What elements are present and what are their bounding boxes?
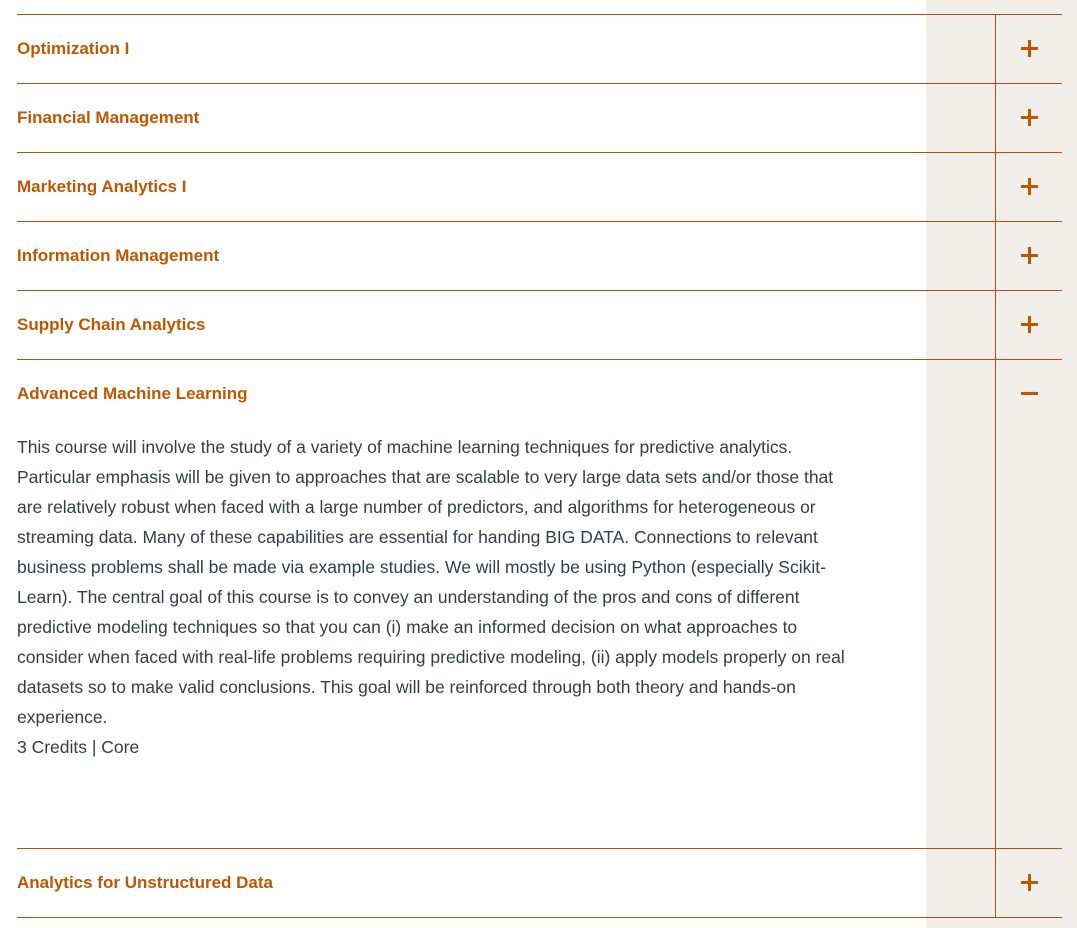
accordion-title[interactable]: Information Management [17,246,220,265]
accordion-header-advanced-machine-learning[interactable] [17,360,1062,428]
accordion-title[interactable]: Supply Chain Analytics [17,315,206,334]
accordion-item-marketing-analytics-i [17,153,1062,222]
minus-icon [1021,385,1038,402]
plus-icon [1021,316,1038,333]
accordion-title[interactable]: Advanced Machine Learning [17,384,248,403]
accordion-header-optimization-i[interactable] [17,15,1062,83]
accordion-header-supply-chain-analytics[interactable] [17,291,1062,359]
accordion-panel-content [17,428,847,732]
accordion-item-analytics-for-unstructured-data [17,849,1062,918]
accordion-item-optimization-i [17,15,1062,84]
expand-toggle-button[interactable] [995,15,1062,83]
accordion-title[interactable]: Analytics for Unstructured Data [17,873,273,892]
accordion-header-marketing-analytics-i[interactable] [17,153,1062,221]
accordion-title[interactable]: Optimization I [17,39,130,58]
plus-icon [1021,178,1038,195]
expand-toggle-button[interactable] [995,153,1062,221]
expand-toggle-button[interactable] [995,291,1062,359]
course-accordion [17,14,1062,918]
accordion-header-information-management[interactable] [17,222,1062,290]
plus-icon [1021,874,1038,891]
expand-toggle-button[interactable] [995,222,1062,290]
plus-icon [1021,40,1038,57]
accordion-item-financial-management [17,84,1062,153]
plus-icon [1021,109,1038,126]
accordion-item-advanced-machine-learning [17,360,1062,849]
accordion-title[interactable]: Marketing Analytics I [17,177,187,196]
accordion-header-financial-management[interactable] [17,84,1062,152]
accordion-item-information-management [17,222,1062,291]
plus-icon [1021,247,1038,264]
accordion-item-supply-chain-analytics [17,291,1062,360]
expand-toggle-button[interactable] [995,849,1062,917]
accordion-header-analytics-for-unstructured-data[interactable] [17,849,1062,917]
expand-toggle-button[interactable] [995,84,1062,152]
course-credits-info: 3 Credits | Core [17,737,140,757]
collapse-toggle-button[interactable] [995,360,1062,848]
accordion-title[interactable]: Financial Management [17,108,200,127]
course-description: This course will involve the study of a variety of machine learning techniques for predictive analytics. Particular emphasis will be given to approaches that are scalable to very large data sets and/or those that are relatively robust when faced with a large number of predictors, and algorithms for heterogeneous or streaming data. Many of these capabilities are essential for handing BIG DATA. Connections to relevant business problems shall be made via example studies. We will mostly be using Python (especially Scikit-Learn). The central goal of this course is to convey an understanding of the pros and cons of different predictive modeling techniques so that you can (i) make an informed decision on what approaches to consider when faced with real-life problems requiring predictive modeling, (ii) apply models properly on real datasets so to make valid conclusions. This goal will be reinforced through both theory and hands-on experience. [17,437,845,727]
